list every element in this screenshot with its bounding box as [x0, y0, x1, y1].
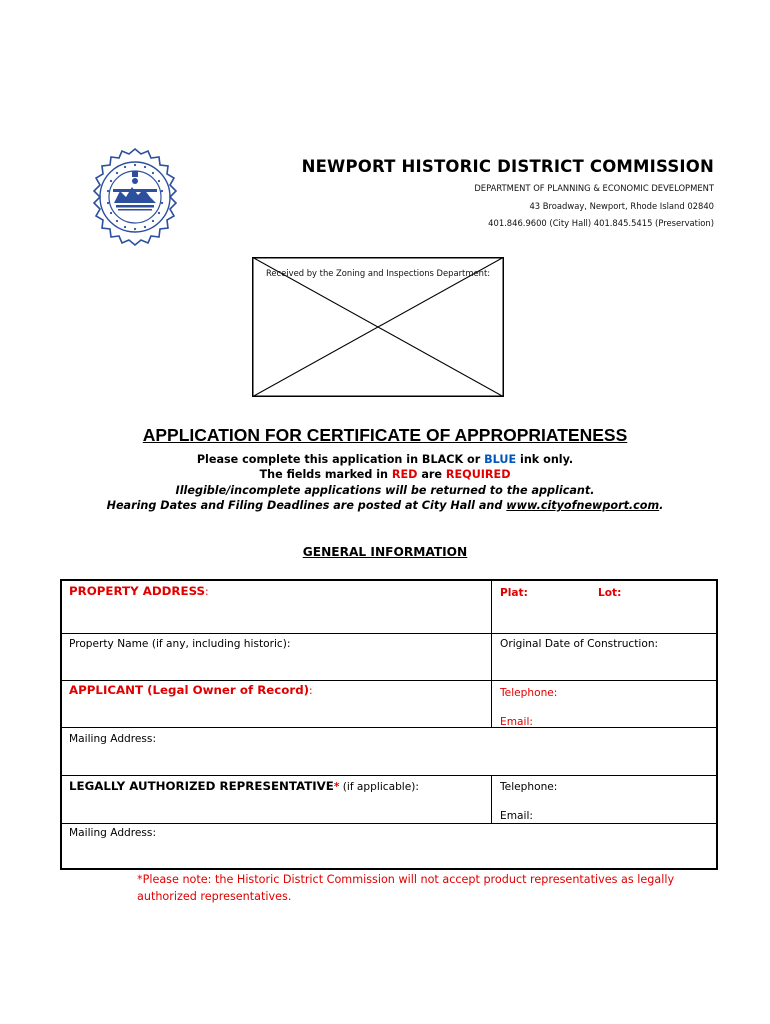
row-divider — [62, 680, 716, 681]
applicant-email-field[interactable]: Email: — [500, 716, 533, 728]
required-fields-instruction: The fields marked in RED are REQUIRED — [259, 468, 511, 481]
representative-mailing-address-field[interactable]: Mailing Address: — [69, 827, 157, 839]
general-information-heading: GENERAL INFORMATION — [302, 545, 468, 559]
applicant-telephone-field[interactable]: Telephone: — [500, 687, 558, 699]
property-address-field[interactable]: PROPERTY ADDRESS: — [69, 584, 209, 598]
applicant-field[interactable]: APPLICANT (Legal Owner of Record): — [69, 683, 313, 697]
office-address: 43 Broadway, Newport, Rhode Island 02840 — [529, 201, 714, 211]
column-divider — [491, 775, 492, 823]
blue-ink-text: BLUE — [484, 453, 517, 466]
representative-note: *Please note: the Historic District Commission will not accept product representatives as legally authorized representatives. — [137, 873, 675, 903]
original-date-field[interactable]: Original Date of Construction: — [500, 638, 659, 650]
city-seal-icon — [88, 147, 182, 247]
applicant-mailing-address-field[interactable]: Mailing Address: — [69, 733, 157, 745]
department-name: DEPARTMENT OF PLANNING & ECONOMIC DEVELOPMENT — [474, 183, 714, 193]
received-stamp-box — [252, 257, 504, 397]
received-box-label: Received by the Zoning and Inspections Department: — [265, 268, 491, 278]
row-divider — [62, 727, 716, 728]
application-title: APPLICATION FOR CERTIFICATE OF APPROPRIATENESS — [142, 425, 628, 445]
hearing-dates-instruction: Hearing Dates and Filing Deadlines are posted at City Hall and www.cityofnewport.com. — [106, 499, 664, 512]
ink-instruction: Please complete this application in BLACK or BLUE ink only. — [196, 453, 574, 466]
row-divider — [62, 823, 716, 824]
required-text: REQUIRED — [445, 468, 511, 481]
property-name-field[interactable]: Property Name (if any, including historic): — [69, 638, 291, 650]
office-phone: 401.846.9600 (City Hall) 401.845.5415 (Preservation) — [488, 218, 714, 228]
plat-field[interactable]: Plat: — [500, 587, 528, 599]
organization-title: NEWPORT HISTORIC DISTRICT COMMISSION — [301, 157, 714, 176]
red-text: RED — [391, 468, 418, 481]
representative-telephone-field[interactable]: Telephone: — [500, 781, 558, 793]
row-divider — [62, 633, 716, 634]
lot-field[interactable]: Lot: — [598, 587, 622, 599]
representative-field[interactable]: LEGALLY AUTHORIZED REPRESENTATIVE* (if applicable): — [69, 779, 419, 793]
representative-email-field[interactable]: Email: — [500, 810, 533, 822]
city-website-link[interactable]: www.cityofnewport.com — [506, 499, 660, 512]
column-divider — [491, 581, 492, 727]
general-information-form — [60, 579, 718, 870]
row-divider — [62, 775, 716, 776]
illegible-warning: Illegible/incomplete applications will be returned to the applicant. — [175, 484, 595, 497]
